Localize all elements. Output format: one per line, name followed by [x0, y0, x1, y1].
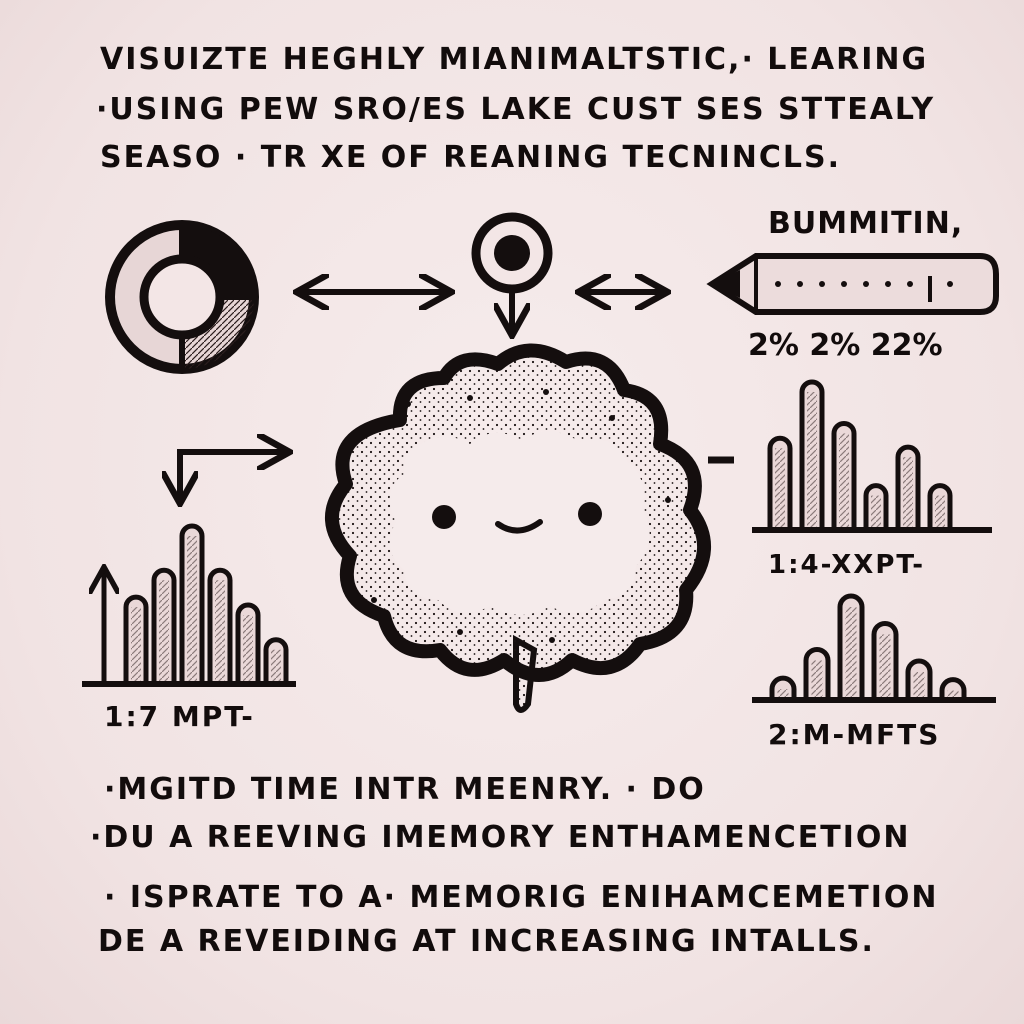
chart-bar-shading: [187, 536, 197, 684]
brain-mascot: [332, 350, 704, 710]
chart-bar-shading: [775, 448, 785, 530]
chart-bar-shading: [871, 496, 881, 530]
target-pin-icon: [476, 217, 548, 332]
right-top-chart-label: 1:4-XXPT-: [768, 550, 926, 580]
pencil-icon: [712, 256, 996, 312]
bottom-line-4: DE A REVEIDING AT INCREASING INTALLS.: [98, 924, 875, 959]
left-bar-chart: [82, 526, 296, 684]
chart-bar-shading: [131, 607, 141, 684]
right-top-bar-chart: [752, 382, 992, 530]
bottom-line-2: ·DU A REEVING IMEMORY ENTHAMENCETION: [90, 820, 911, 855]
chart-bar-shading: [914, 672, 925, 700]
percent-readout: 2% 2% 22%: [748, 328, 943, 363]
intro-line-1: VISUIZTE HEGHLY MIANIMALTSTIC,· LEARING: [100, 42, 929, 77]
chart-bar-shading: [935, 496, 945, 530]
chart-bar-shading: [159, 580, 169, 684]
bottom-line-3: · ISPRATE TO A· MEMORIG ENIHAMCEMETION: [104, 880, 939, 915]
left-chart-label: 1:7 MPT-: [104, 700, 255, 733]
chart-bar-shading: [903, 457, 913, 530]
right-bottom-chart-label: 2:M-MFTS: [768, 718, 941, 751]
right-bottom-bar-chart: [752, 596, 996, 700]
chart-bar-shading: [880, 634, 891, 700]
chart-bar-shading: [846, 607, 857, 700]
chart-bar-shading: [243, 615, 253, 684]
donut-chart-icon: [110, 225, 254, 369]
bottom-line-1: ·MGITD TIME INTR MEENRY. · DO: [104, 772, 706, 807]
chart-bar-shading: [807, 392, 817, 530]
intro-line-2: ·USING PEW SRO/ES LAKE CUST SES STTEALY: [96, 92, 936, 127]
chart-bar-shading: [812, 660, 823, 700]
elbow-arrow: [180, 452, 286, 500]
intro-line-3: SEASO · TR XE OF REANING TECNINCLS.: [100, 140, 841, 175]
chart-bar-shading: [215, 580, 225, 684]
chart-bar-shading: [839, 433, 849, 530]
chart-bar-shading: [271, 650, 281, 684]
pen-caption: BUMMITIN,: [768, 206, 964, 241]
